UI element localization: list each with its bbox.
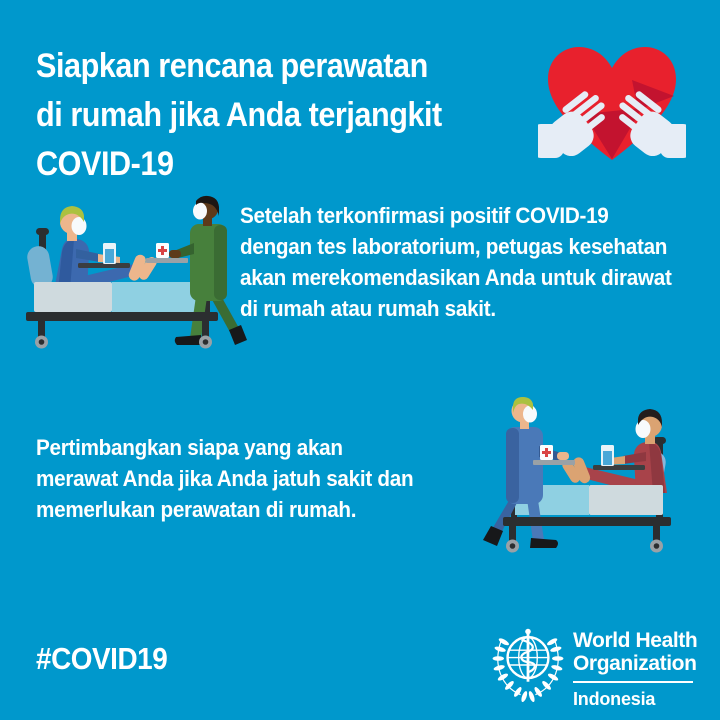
intro-line-4: di rumah atau rumah sakit. [240,296,496,321]
nurse [146,196,247,345]
who-name-line-2: Organization [573,652,697,675]
bed-casters [506,540,663,553]
consider-line-2: merawat Anda jika Anda jatuh sakit dan [36,466,414,491]
consider-paragraph [36,432,413,525]
title-line-2: di rumah jika Anda terjangkit [36,96,442,134]
who-emblem-icon [489,626,567,704]
nurse-serving-patient-in-hospital-bed [18,192,260,364]
intro-paragraph [240,200,672,324]
hashtag: #COVID19 [36,641,168,676]
consider-line-1: Pertimbangkan siapa yang akan [36,435,343,460]
bed-frame-front [26,312,218,337]
title-line-3: COVID-19 [36,145,174,183]
who-country: Indonesia [573,689,656,709]
who-name-line-1: World Health [573,629,698,652]
intro-line-1: Setelah terkonfirmasi positif COVID-19 [240,203,609,228]
intro-line-3: akan merekomendasikan Anda untuk dirawat [240,265,672,290]
bed-frame-front [503,517,671,541]
consider-line-3: memerlukan perawatan di rumah. [36,497,357,522]
who-logo-text [573,629,697,710]
who-divider [573,681,693,683]
mattress [34,282,204,312]
title-line-1: Siapkan rencana perawatan [36,47,428,85]
heart-with-hugging-hands-icon [538,40,686,166]
caregiver-bringing-tray-to-patient-in-bed [473,393,715,570]
page-title [36,42,442,189]
intro-line-2: dengan tes laboratorium, petugas kesehatan [240,234,668,259]
